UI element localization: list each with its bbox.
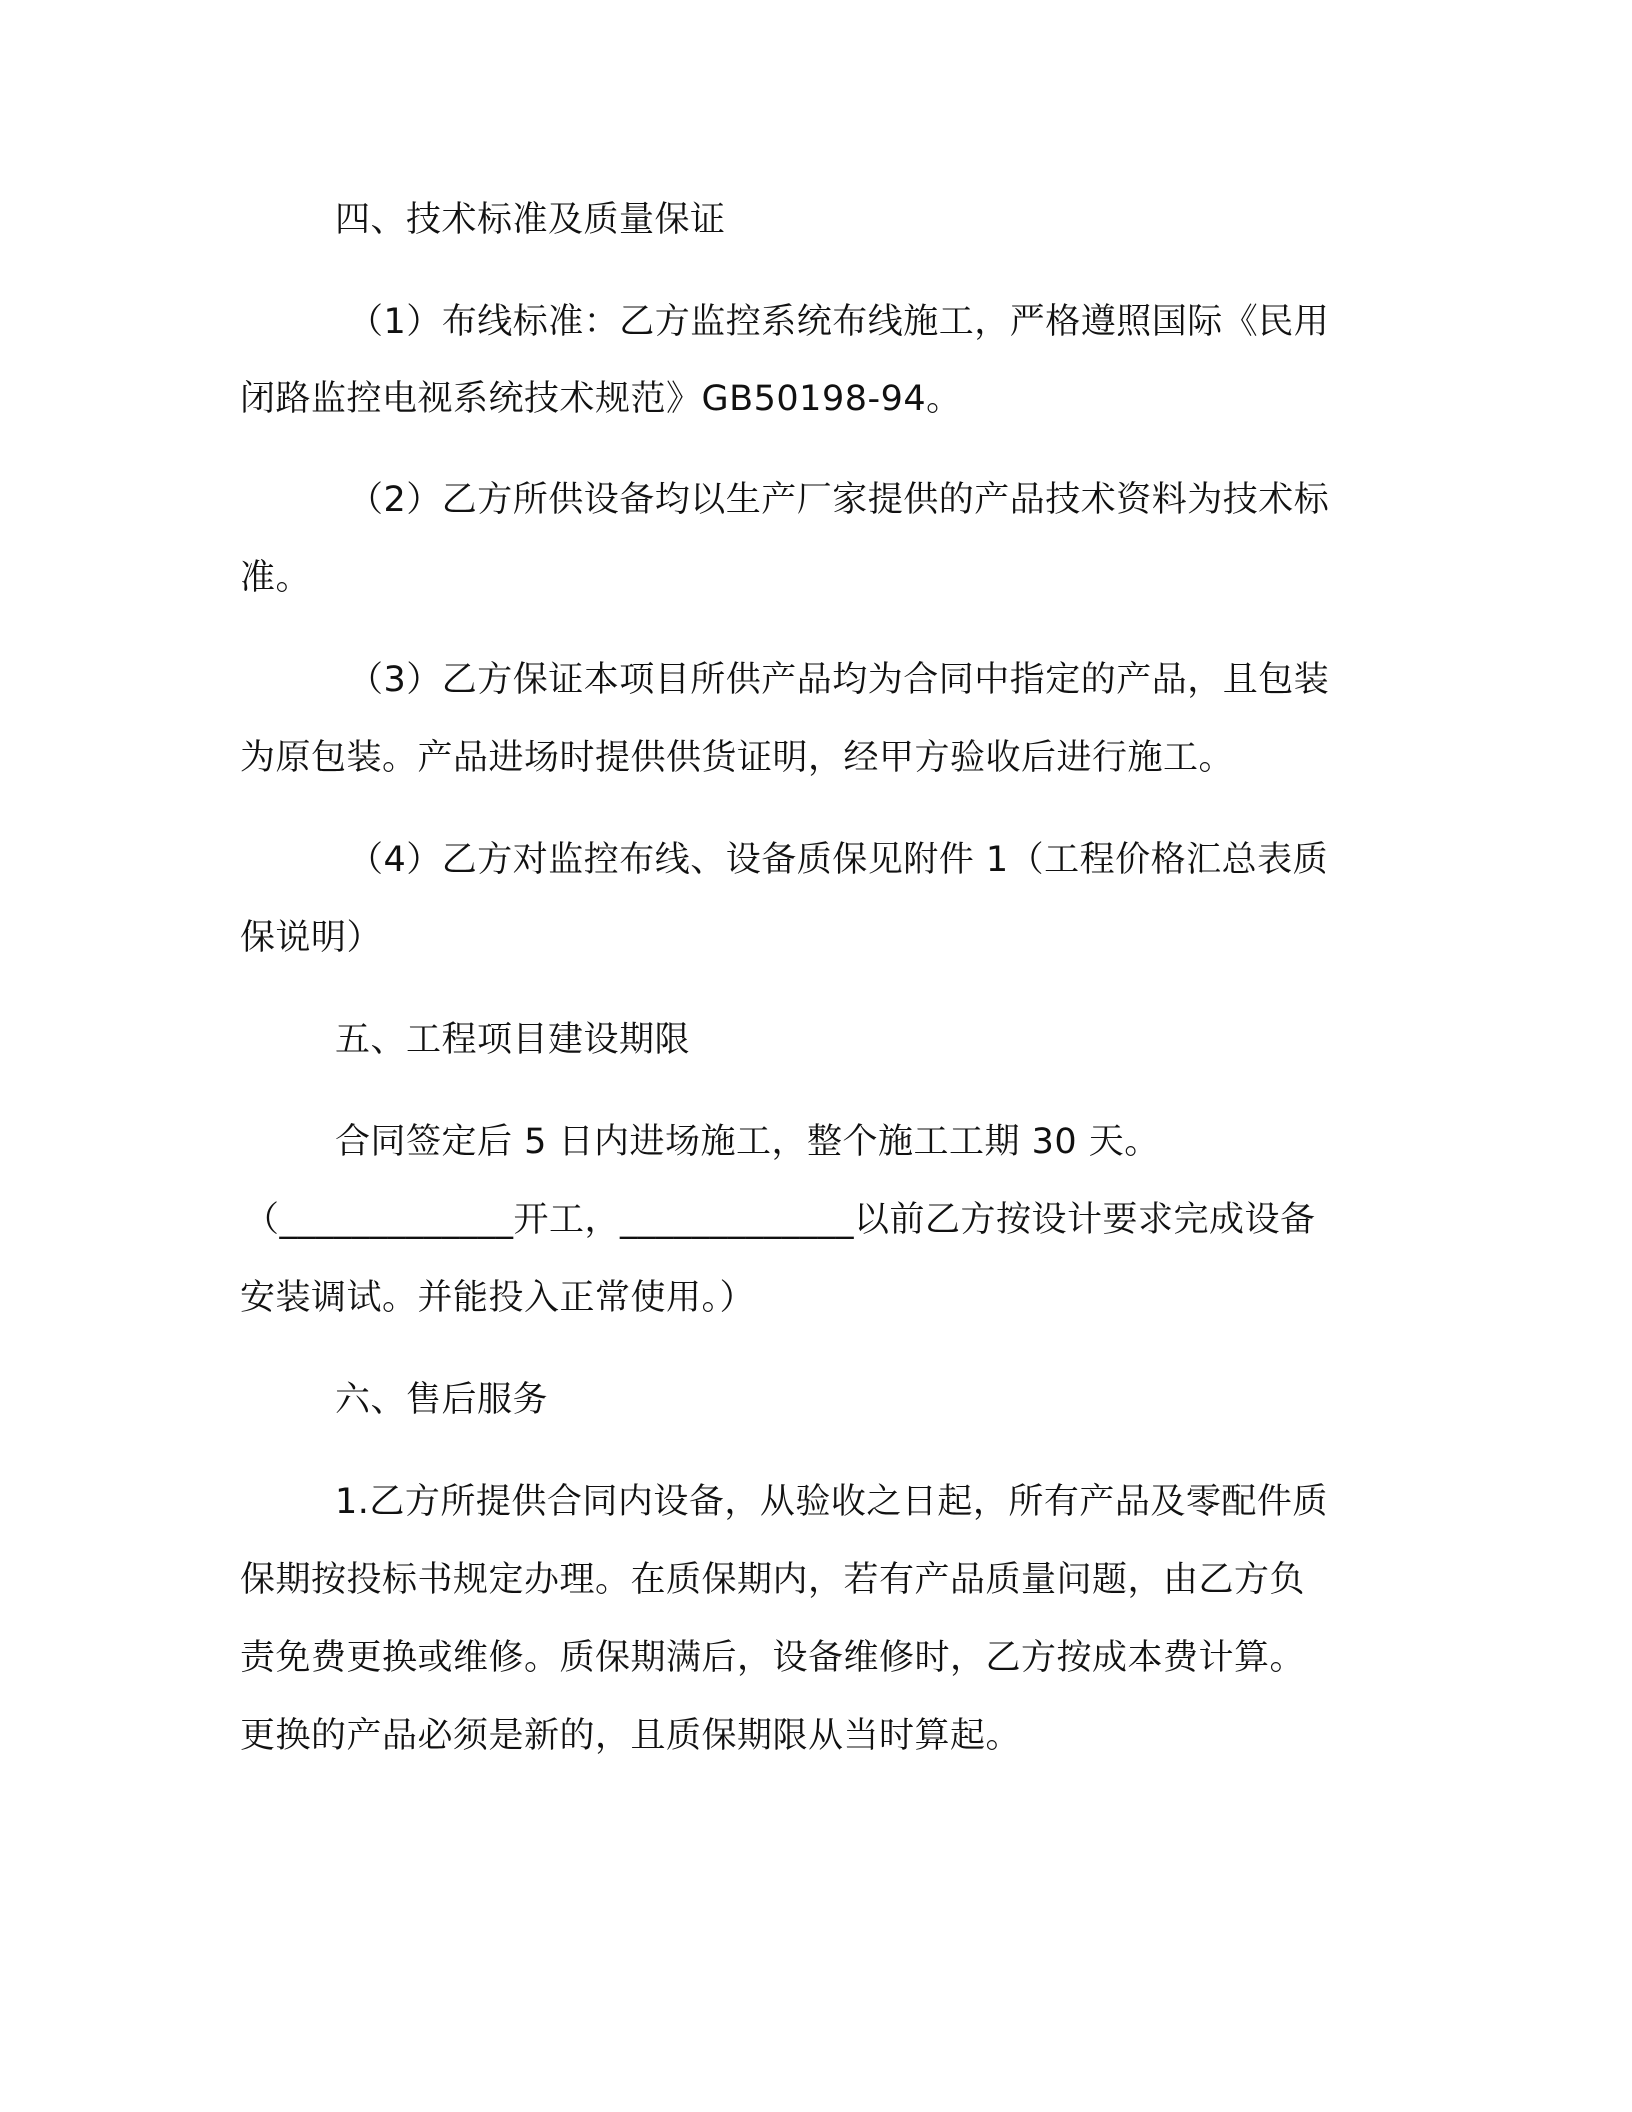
section-5-paragraph-line-2: （_____________开工，_____________以前乙方按设计要求完成设备 [244, 1200, 1316, 1240]
section-4-item-3-line-1: （3）乙方保证本项目所供产品均为合同中指定的产品，且包装 [348, 660, 1330, 700]
section-4-item-4-line-2: 保说明） [240, 918, 383, 958]
section-4-item-4-line-1: （4）乙方对监控布线、设备质保见附件 1（工程价格汇总表质 [348, 840, 1329, 880]
section-4-item-1-line-1: （1）布线标准：乙方监控系统布线施工，严格遵照国际《民用 [348, 302, 1330, 342]
section-4-item-3-line-2: 为原包装。产品进场时提供供货证明，经甲方验收后进行施工。 [240, 738, 1235, 778]
section-5-heading: 五、工程项目建设期限 [335, 1020, 691, 1060]
section-4-item-2-line-1: （2）乙方所供设备均以生产厂家提供的产品技术资料为技术标 [348, 480, 1330, 520]
section-6-heading: 六、售后服务 [335, 1380, 549, 1420]
section-6-paragraph-line-4: 更换的产品必须是新的，且质保期限从当时算起。 [240, 1716, 1022, 1756]
section-6-paragraph-line-2: 保期按投标书规定办理。在质保期内，若有产品质量问题，由乙方负 [240, 1560, 1306, 1600]
section-4-item-1-line-2: 闭路监控电视系统技术规范》GB50198-94。 [240, 379, 962, 419]
section-5-paragraph-line-3: 安装调试。并能投入正常使用。） [240, 1278, 756, 1318]
section-5-paragraph-line-1: 合同签定后 5 日内进场施工，整个施工工期 30 天。 [335, 1122, 1160, 1162]
section-4-heading: 四、技术标准及质量保证 [335, 200, 726, 240]
section-6-paragraph-line-3: 责免费更换或维修。质保期满后，设备维修时，乙方按成本费计算。 [240, 1638, 1306, 1678]
section-4-item-2-line-2: 准。 [240, 558, 312, 598]
section-6-paragraph-line-1: 1.乙方所提供合同内设备，从验收之日起，所有产品及零配件质 [335, 1482, 1328, 1522]
